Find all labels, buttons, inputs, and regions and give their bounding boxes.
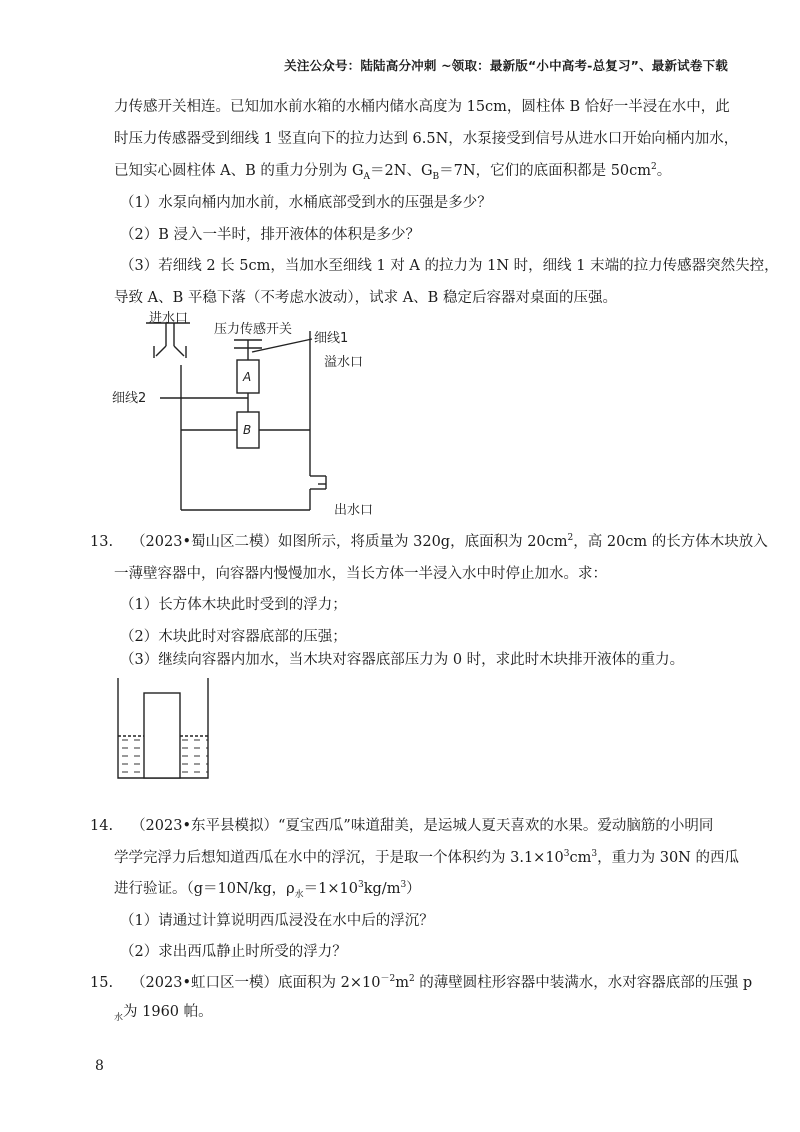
q12-sub2: （2）B 浸入一半时，排开液体的体积是多少？ [120,227,420,243]
q14-sub1: （1）请通过计算说明西瓜浸没在水中后的浮沉？ [120,913,434,929]
page-header: 关注公众号：陆陆高分冲刺 ~领取：最新版“小中高考-总复习”、最新试卷下载 [284,58,728,73]
label-A: A [243,370,252,384]
q13-sub2: （2）木块此时对容器底部的压强； [120,629,347,645]
q14-line2: 学学完浮力后想知道西瓜在水中的浮沉，于是取一个体积约为 $3.1\times 10^3cm^3$，重力为 30N 的西瓜 [114,849,739,866]
q12-sub3b: 导致 A、B 平稳下落（不考虑水波动），试求 A、B 稳定后容器对桌面的压强。 [114,290,617,306]
label-overflow: 溢水口 [324,355,364,370]
q13-sub3: （3）继续向容器内加水，当木块对容器底部压力为 0 时，求此时木块排开液体的重力。 [120,652,685,668]
q14-line3: 进行验证。（g＝10N/kg，$\rho_水=1\times 10^3kg/m^3$） [114,880,421,900]
label-sensor: 压力传感开关 [214,322,293,337]
q12-sub1: （1）水泵向桶内加水前，水桶底部受到水的压强是多少？ [120,195,492,211]
page-number: 8 [95,1058,104,1074]
q14-line1: 14. （2023•东平县模拟）“夏宝西瓜”味道甜美，是运城人夏天喜欢的水果。爱动脑筋的小明同 [90,818,714,834]
label-B: B [243,423,252,437]
water-tank-diagram [100,305,430,520]
q12-line1: 力传感开关相连。已知加水前水箱的水桶内储水高度为 15cm，圆柱体 B 恰好一半浸在水中，此 [114,99,730,115]
q13-sub1: （1）长方体木块此时受到的浮力； [120,597,347,613]
block-container-diagram [110,672,220,782]
q15-line1: 15. （2023•虹口区一模）底面积为 $2\times 10^{-2}m^2$ 的薄壁圆柱形容器中装满水，水对容器底部的压强 p [90,974,753,991]
q12-line2: 时压力传感器受到细线 1 竖直向下的拉力达到 6.5N，水泵接受到信号从进水口开始向桶内加水， [114,131,739,147]
q14-sub2: （2）求出西瓜静止时所受的浮力？ [120,944,347,960]
label-line1: 细线1 [314,331,349,346]
q12-sub3a: （3）若细线 2 长 5cm，当加水至细线 1 对 A 的拉力为 1N 时，细线 1 末端的拉力传感器突然失控， [120,258,779,274]
label-inlet: 进水口 [149,311,189,326]
label-outlet: 出水口 [334,503,374,518]
q13-line2: 一薄壁容器中，向容器内慢慢加水，当长方体一半浸入水中时停止加水。求： [114,566,607,582]
label-line2: 细线2 [112,391,147,406]
q15-line2: $_水$为 1960 帕。 [114,1004,213,1023]
q13-line1: 13. （2023•蜀山区二模）如图所示，将质量为 320g，底面积为 $20cm^2$，高 20cm 的长方体木块放入 [90,533,768,550]
q12-line3: 已知实心圆柱体 A、B 的重力分别为 $G_A=2N$、$G_B=7N$，它们的底面积都是 $50cm^2$。 [114,162,672,182]
